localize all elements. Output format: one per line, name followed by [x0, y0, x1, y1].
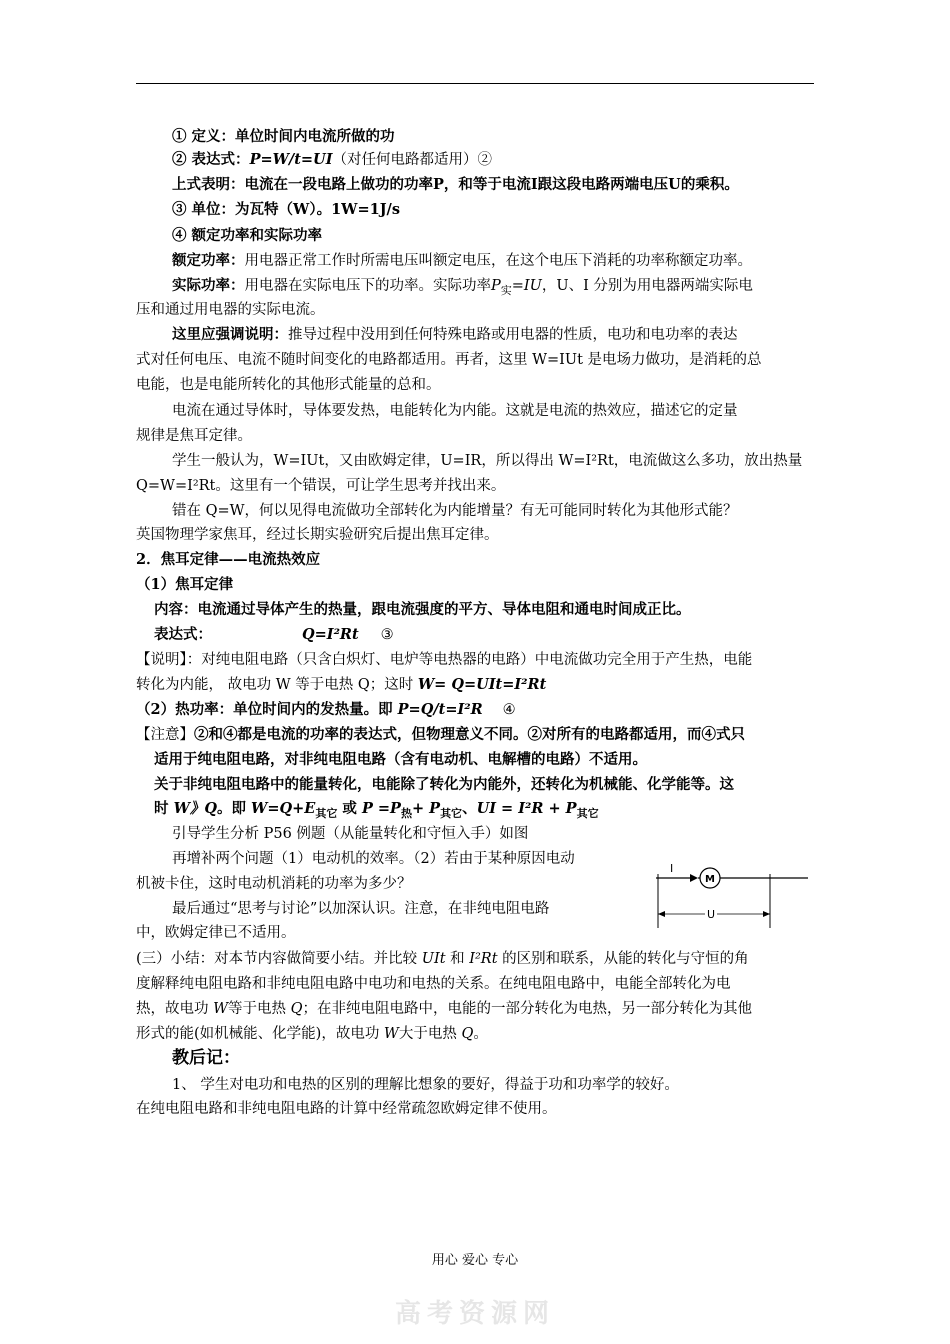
non-pure-resistor-formula: 时 W》Q。即 $W=Q+E_{其它}$ 或 $P =P_热+ P_{其它}$、UI = $I^2R + P_{其它}$ — [154, 800, 599, 820]
page-footer: 用心 爱心 专心 — [431, 1253, 519, 1268]
note-line-2: 转化为内能， 故电功 W 等于电热 Q；这时 W= Q=UIt=I²Rt — [136, 676, 547, 693]
reflection-item-1: 1、 学生对电功和电热的区别的理解比想象的要好，得益于功和功率学的较好。 — [172, 1077, 679, 1093]
watermark: 高考资源网 — [394, 1299, 555, 1329]
motor-circuit-diagram — [652, 852, 812, 932]
guide-line: 引导学生分析 P56 例题（从能量转化和守恒入手）如图 — [172, 826, 529, 842]
unit-line: ③ 单位：为瓦特（W）。1W=1J/s — [172, 201, 401, 218]
heat-effect-line-2: 规律是焦耳定律。 — [136, 428, 252, 444]
emphasis-line: 这里应强调说明：推导过程中没用到任何特殊电路或用电器的性质，电功和电功率的表达 — [172, 326, 738, 343]
note-line: 【说明】：对纯电阻电路（只含白炽灯、电炉等电热器的电路）中电流做功完全用于产生热，电能 — [136, 652, 753, 668]
section-2-heading: 2．焦耳定律——电流热效应 — [136, 551, 321, 568]
attention-line: 【注意】②和④都是电流的功率的表达式，但物理意义不同。②对所有的电路都适用，而④式只 — [136, 726, 745, 743]
error-question-line: 错在 Q=W，何以见得电流做功全部转化为内能增量？有无可能同时转化为其他形式能？ — [172, 503, 738, 519]
current-arrow — [690, 874, 698, 882]
header-rule — [136, 83, 814, 84]
non-pure-resistor-line: 关于非纯电阻电路中的能量转化，电能除了转化为内能外，还转化为机械能、化学能等。这 — [154, 776, 734, 793]
summary-line-2: 度解释纯电阻电路和非纯电阻电路中电功和电热的关系。在纯电阻电路中，电能全部转化为电 — [136, 976, 731, 992]
voltage-label: U — [706, 908, 716, 921]
reflection-heading: 教后记： — [172, 1048, 240, 1068]
joule-intro-line: 英国物理学家焦耳，经过长期实验研究后提出焦耳定律。 — [136, 527, 499, 543]
discussion-line-2: 中，欧姆定律已不适用。 — [136, 925, 296, 941]
definition-line: ① 定义：单位时间内电流所做的功 — [172, 128, 395, 145]
rated-actual-heading: ④ 额定功率和实际功率 — [172, 227, 323, 244]
current-label: I — [670, 862, 674, 875]
actual-power-line-2: 压和通过用电器的实际电流。 — [136, 302, 325, 318]
student-view-line: 学生一般认为，W=IUt，又由欧姆定律，U=IR，所以得出 W=I²Rt，电流做这么多功，放出热量 — [172, 453, 803, 469]
discussion-line: 最后通过“思考与讨论”以加深认识。注意，在非纯电阻电路 — [172, 901, 550, 917]
joule-law-heading: （1）焦耳定律 — [136, 576, 234, 593]
joule-law-content: 内容：电流通过导体产生的热量，跟电流强度的平方、导体电阻和通电时间成正比。 — [154, 601, 691, 618]
emphasis-line-3: 电能，也是电能所转化的其他形式能量的总和。 — [136, 377, 441, 393]
heat-effect-line: 电流在通过导体时，导体要发热，电能转化为内能。这就是电流的热效应，描述它的定量 — [172, 403, 738, 419]
summary-line-4: 形式的能(如机械能、化学能)，故电功 W大于电热 Q。 — [136, 1026, 488, 1042]
attention-line-2: 适用于纯电阻电路，对非纯电阻电路（含有电动机、电解槽的电路）不适用。 — [154, 751, 647, 768]
summary-line: (三）小结：对本节内容做简要小结。并比较 UIt 和 I²Rt 的区别和联系，从能的转化与守恒的角 — [136, 951, 749, 967]
reflection-item-2: 在纯电阻电路和非纯电阻电路的计算中经常疏忽欧姆定律不使用。 — [136, 1101, 557, 1117]
joule-law-expression: 表达式： Q=I²Rt ③ — [154, 626, 394, 643]
motor-label: M — [705, 874, 715, 885]
extra-question-line-2: 机被卡住，这时电动机消耗的功率为多少？ — [136, 876, 412, 892]
actual-power-line: 实际功率：用电器在实际电压下的功率。实际功率$P_实=IU$，U、I 分别为用电器两端实际电 — [172, 277, 753, 297]
emphasis-line-2: 式对任何电压、电流不随时间变化的电路都适用。再者，这里 W=IUt 是电场力做功，是消耗的总 — [136, 352, 762, 368]
summary-line-3: 热，故电功 W等于电热 Q；在非纯电阻电路中，电能的一部分转化为电热，另一部分转化为其他 — [136, 1001, 753, 1017]
extra-question-line: 再增补两个问题（1）电动机的效率。（2）若由于某种原因电动 — [172, 851, 575, 867]
expression-line: ② 表达式：P=W/t=UI（对任何电路都适用）② — [172, 151, 492, 168]
student-view-line-2: Q=W=I²Rt。这里有一个错误，可让学生思考并找出来。 — [136, 478, 506, 494]
heat-power-line: （2）热功率：单位时间内的发热量。即 P=Q/t=I²R ④ — [136, 701, 516, 718]
rated-power-line: 额定功率：用电器正常工作时所需电压叫额定电压，在这个电压下消耗的功率称额定功率。 — [172, 252, 752, 269]
formula-explanation: 上式表明：电流在一段电路上做功的功率P，和等于电流I跟这段电路两端电压U的乘积。 — [172, 176, 739, 193]
